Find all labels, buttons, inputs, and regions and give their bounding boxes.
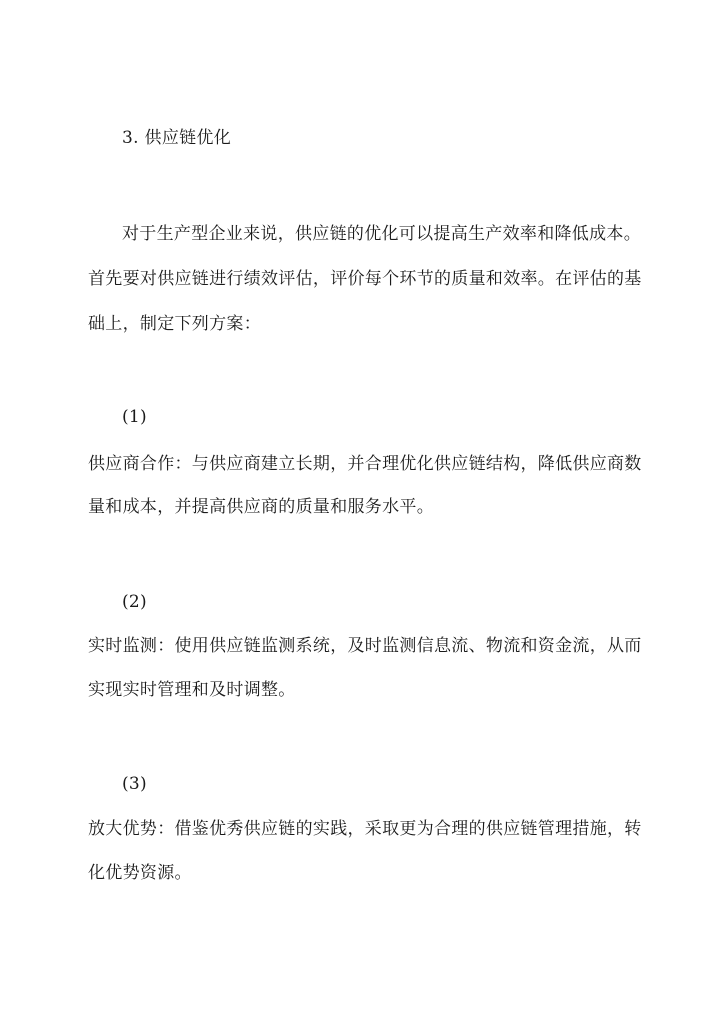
intro-line-1: 对于生产型企业来说，供应链的优化可以提高生产效率和降低成本。	[122, 224, 641, 244]
intro-line-2: 首先要对供应链进行绩效评估，评价每个环节的质量和效率。在评估的基	[88, 269, 642, 289]
item-1-line-1: 供应商合作：与供应商建立长期，并合理优化供应链结构，降低供应商数	[88, 454, 642, 474]
intro-line-3: 础上，制定下列方案：	[88, 314, 261, 334]
item-number-2: (2)	[122, 592, 147, 612]
item-number-1: (1)	[122, 407, 147, 427]
item-2-line-1: 实时监测：使用供应链监测系统，及时监测信息流、物流和资金流，从而	[88, 636, 642, 656]
item-2-line-2: 实现实时管理和及时调整。	[88, 680, 296, 700]
item-number-3: (3)	[122, 774, 147, 794]
section-heading: 3. 供应链优化	[122, 128, 232, 148]
item-3-line-1: 放大优势：借鉴优秀供应链的实践，采取更为合理的供应链管理措施，转	[88, 819, 642, 839]
item-1-line-2: 量和成本，并提高供应商的质量和服务水平。	[88, 497, 434, 517]
item-3-line-2: 化优势资源。	[88, 863, 192, 883]
